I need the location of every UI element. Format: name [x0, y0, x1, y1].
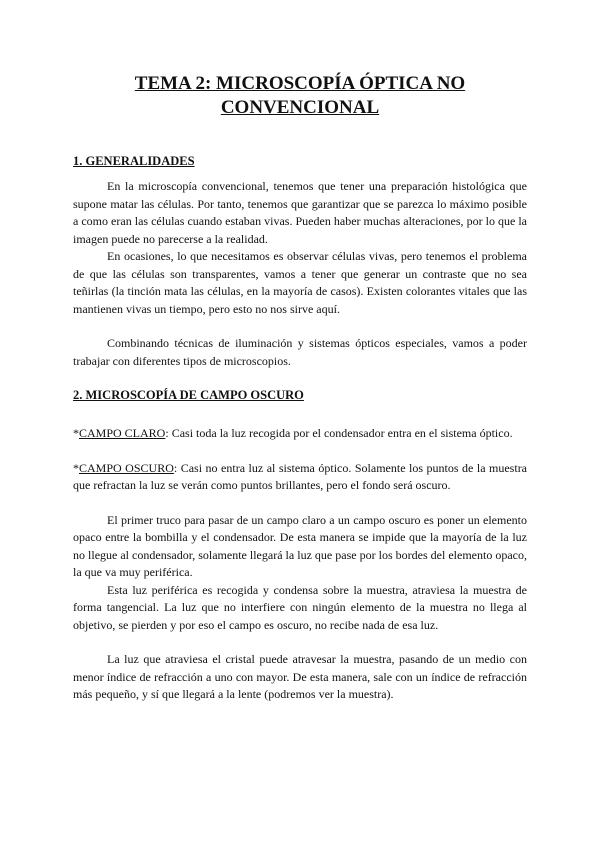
term-campo-oscuro: CAMPO OSCURO — [79, 460, 174, 475]
definition-text: : Casi no entra luz al sistema óptico. Solamente los puntos de la muestra que refractan la luz se verán como puntos brillantes, pero el fondo será oscuro. — [73, 460, 528, 492]
definition-prefix: * — [73, 460, 79, 475]
paragraph-generalidades-1: En la microscopía convencional, tenemos que tener una preparación histológica que supone matar las células. Por tanto, tenemos que garantizar que se parezca lo máximo posible a como eran las células cuando estaban vivas. Pueden haber muchas alteraciones, por lo que la imagen puede no parecerse a la realidad. — [73, 179, 527, 246]
definition-prefix: * — [73, 426, 79, 440]
term-campo-claro: CAMPO CLARO — [79, 426, 166, 440]
title-line-2: CONVENCIONAL — [220, 97, 380, 118]
paragraph-generalidades-3: Combinando técnicas de iluminación y sistemas ópticos especiales, vamos a poder trabajar con diferentes tipos de microscopios. — [73, 336, 527, 368]
definition-text: : Casi toda la luz recogida por el condensador entra en el sistema óptico. — [165, 426, 513, 440]
document-title — [73, 72, 527, 120]
paragraph-campo-oscuro-3: La luz que atraviesa el cristal puede atravesar la muestra, pasando de un medio con menor índice de refracción a uno con mayor. De esta manera, sale con un índice de refracción más pequeño, y sí que llegará a la lente (podremos ver la muestra). — [73, 652, 527, 701]
section-heading-campo-oscuro: 2. MICROSCOPÍA DE CAMPO OSCURO — [73, 388, 304, 402]
title-line-1: TEMA 2: MICROSCOPÍA ÓPTICA NO — [134, 73, 466, 94]
definition-campo-claro — [73, 425, 527, 443]
definition-campo-oscuro — [73, 460, 527, 495]
paragraph-generalidades-2: En ocasiones, lo que necesitamos es observar células vivas, pero tenemos el problema de que las células son transparentes, vamos a tener que generar un contraste que no sea teñirlas (la tinción mata las células, en la mayoría de casos). Existen colorantes vitales que las mantienen vivas un tiempo, pero esto no nos sirve aquí. — [73, 249, 527, 316]
paragraph-campo-oscuro-1: El primer truco para pasar de un campo claro a un campo oscuro es poner un elemento opaco entre la bombilla y el condensador. De esta manera se impide que la mayoría de la luz no llegue al condensador, solamente llegará la luz que pase por los bordes del elemento opaco, la que va muy periférica. — [73, 512, 527, 579]
paragraph-campo-oscuro-2: Esta luz periférica es recogida y condensa sobre la muestra, atraviesa la muestra de forma tangencial. La luz que no interfiere con ningún elemento de la muestra no llega al objetivo, se pierden y por eso el campo es oscuro, no recibe nada de esa luz. — [73, 582, 527, 632]
section-heading-generalidades: 1. GENERALIDADES — [73, 154, 195, 168]
